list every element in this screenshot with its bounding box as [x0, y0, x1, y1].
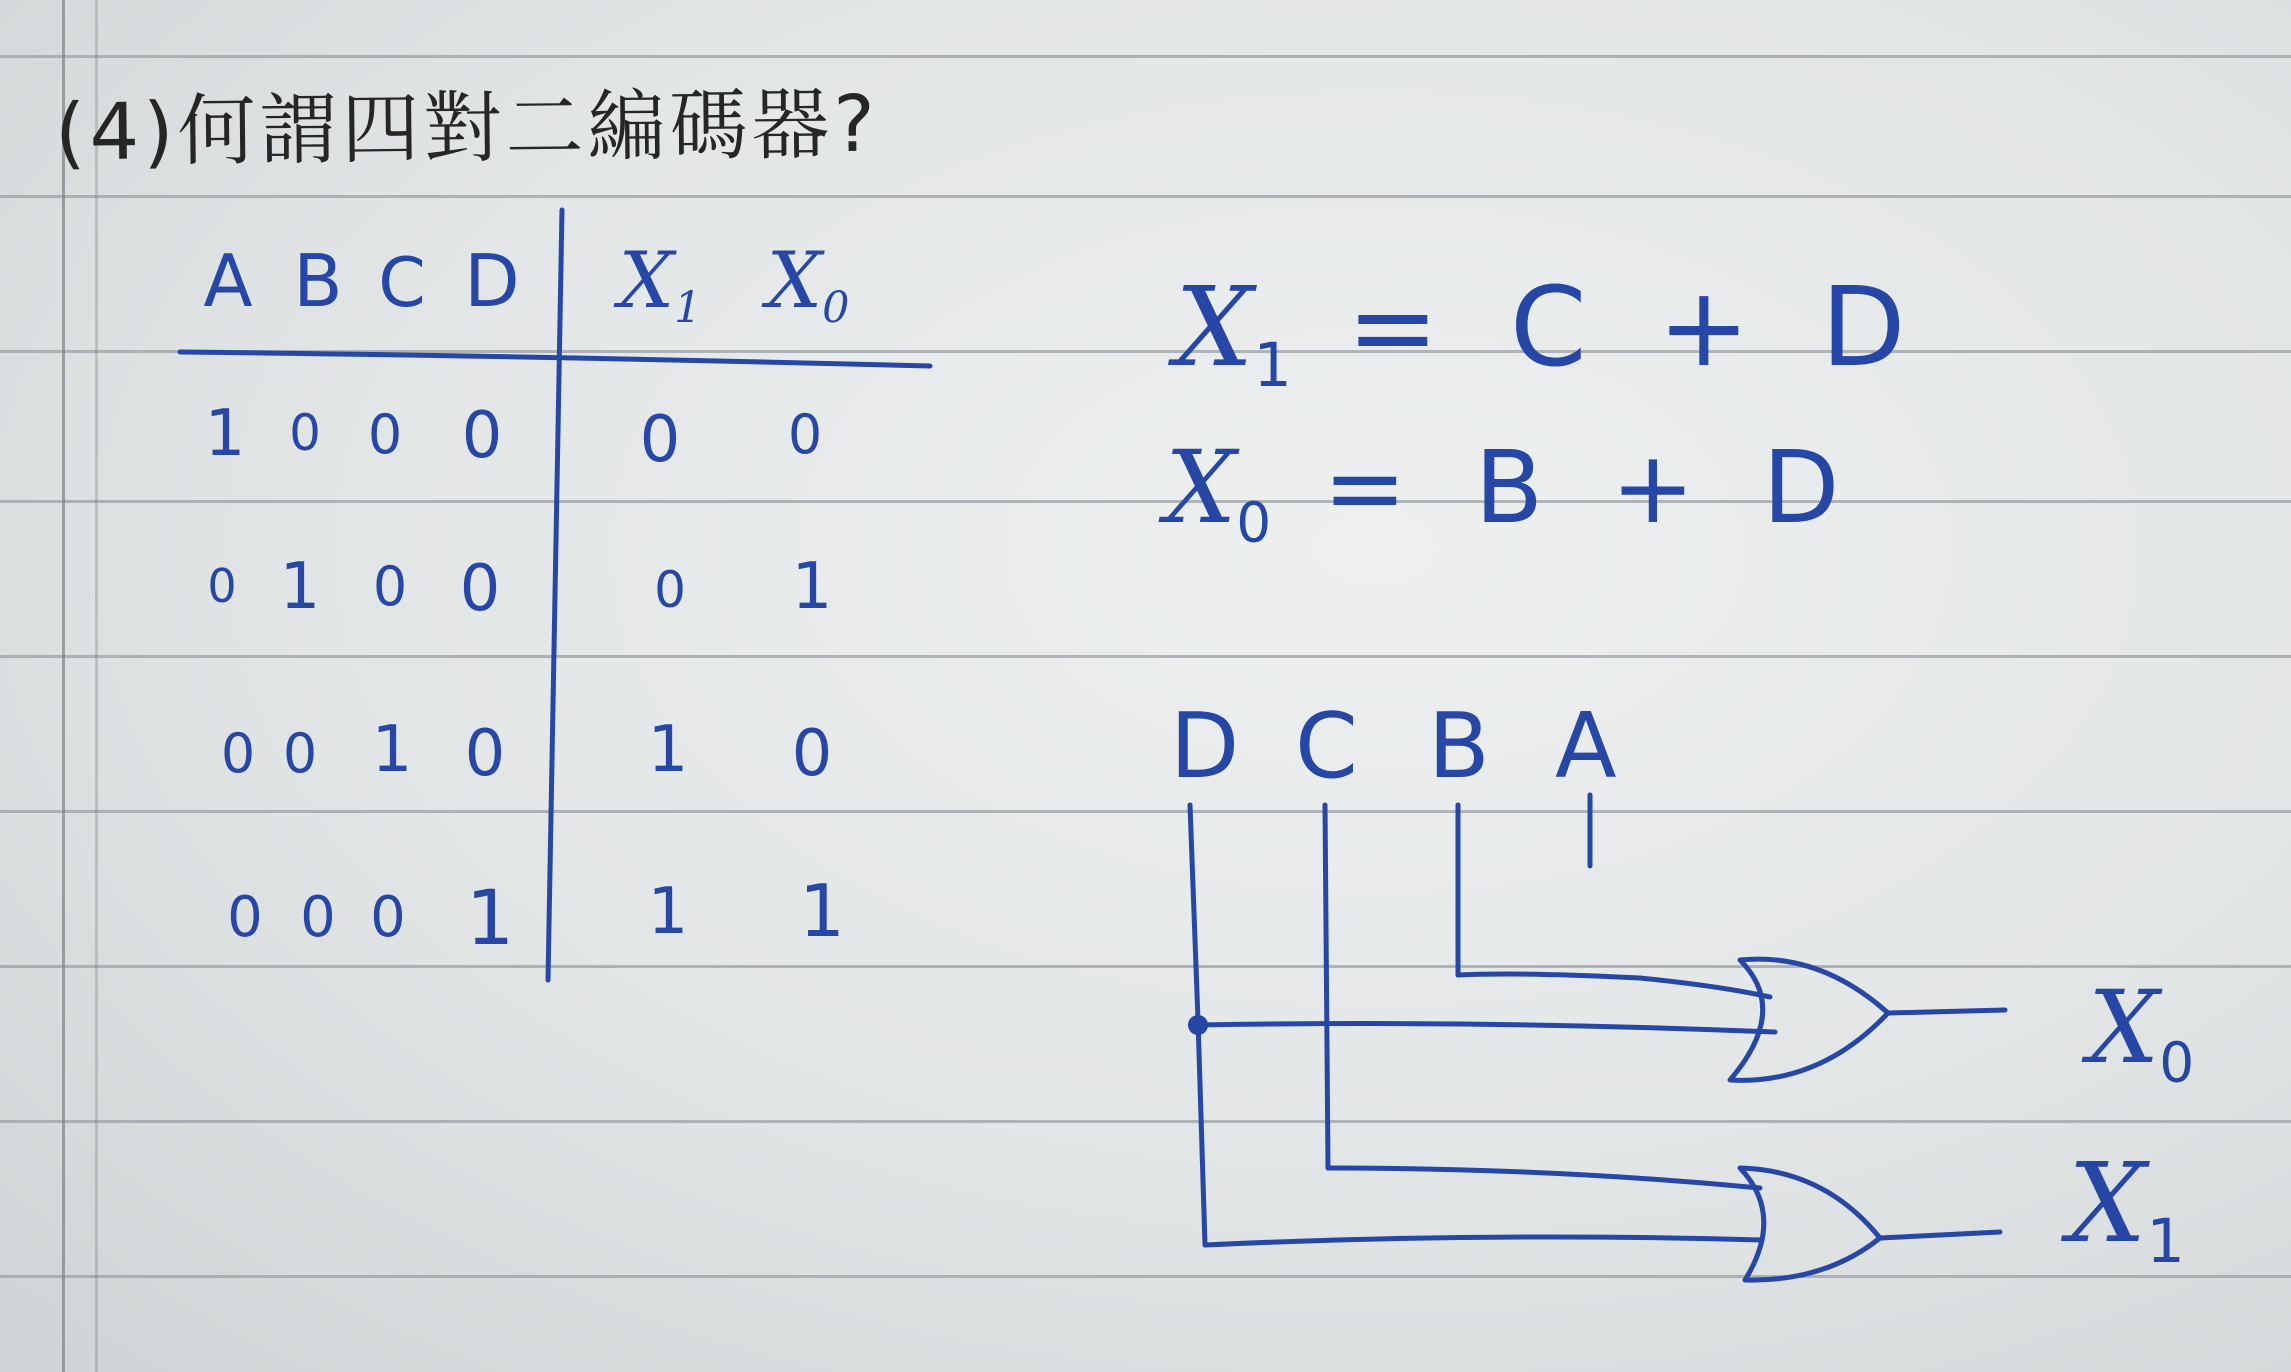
or-gate-x1: [1740, 1168, 1880, 1280]
header-input-d: D: [464, 239, 520, 323]
equation-x0-lhs: X: [1165, 429, 1237, 546]
row1-a: 1: [204, 397, 246, 471]
equation-x0-lhs-sub: 0: [1236, 490, 1272, 555]
row4-a: 0: [227, 885, 263, 950]
header-output-x1-base: X: [618, 236, 675, 326]
equation-x1-lhs-sub: 1: [1253, 331, 1292, 402]
wire-b-to-or0: [1458, 974, 1770, 997]
circuit-output-x1-sub: 1: [2146, 1207, 2185, 1278]
circuit-input-a: A: [1555, 694, 1617, 799]
header-input-a: A: [203, 239, 253, 323]
circuit-output-x0-sub: 0: [2159, 1030, 2195, 1095]
row4-x1: 1: [647, 875, 689, 949]
wire-d-to-or0: [1198, 1024, 1775, 1032]
row1-b: 0: [289, 404, 321, 462]
header-input-b: B: [293, 239, 343, 323]
row4-x0: 1: [799, 869, 845, 953]
row3-d: 0: [464, 717, 506, 791]
row4-d: 1: [465, 873, 515, 962]
circuit-output-x0-base: X: [2088, 969, 2160, 1086]
problem-title: (4)何謂四對二編碼器?: [54, 79, 880, 179]
row3-x1: 1: [647, 713, 689, 787]
row3-x0: 0: [791, 717, 833, 791]
row3-b: 0: [282, 722, 318, 785]
row2-c: 0: [372, 555, 408, 618]
or-gate-x0: [1730, 959, 1888, 1080]
header-input-c: C: [378, 244, 426, 323]
header-output-x0-base: X: [766, 236, 823, 326]
wire-d-to-or1: [1205, 1237, 1762, 1245]
row2-b: 1: [279, 550, 321, 624]
row4-b: 0: [300, 885, 336, 950]
row1-x1: 0: [639, 403, 681, 477]
row1-d: 0: [461, 399, 503, 473]
row2-d: 0: [459, 552, 501, 626]
wire-c-to-or1: [1328, 1168, 1760, 1188]
wire-or1-out: [1880, 1232, 2000, 1238]
table-header-rule: [180, 352, 930, 366]
wire-or0-out: [1888, 1010, 2005, 1013]
header-output-x0-sub: 0: [822, 283, 850, 333]
row2-a: 0: [207, 559, 237, 613]
row1-c: 0: [367, 403, 403, 466]
row3-c: 1: [371, 713, 413, 787]
row2-x1: 0: [654, 561, 686, 619]
row4-c: 0: [370, 885, 406, 950]
circuit-input-b: B: [1428, 694, 1490, 799]
equation-x0-rhs: = B + D: [1323, 429, 1858, 546]
wire-c: [1325, 805, 1328, 1168]
equation-x1-rhs: = C + D: [1346, 263, 1924, 391]
junction-dot: [1188, 1015, 1208, 1035]
circuit-output-x1-base: X: [2068, 1139, 2147, 1267]
circuit-input-c: C: [1295, 694, 1358, 799]
header-output-x1-sub: 1: [674, 283, 702, 333]
circuit-input-d: D: [1170, 694, 1240, 799]
equation-x1-lhs: X: [1175, 263, 1254, 391]
row1-x0: 0: [787, 403, 823, 466]
row2-x0: 1: [791, 550, 833, 624]
table-divider: [548, 210, 562, 980]
row3-a: 0: [220, 722, 256, 785]
